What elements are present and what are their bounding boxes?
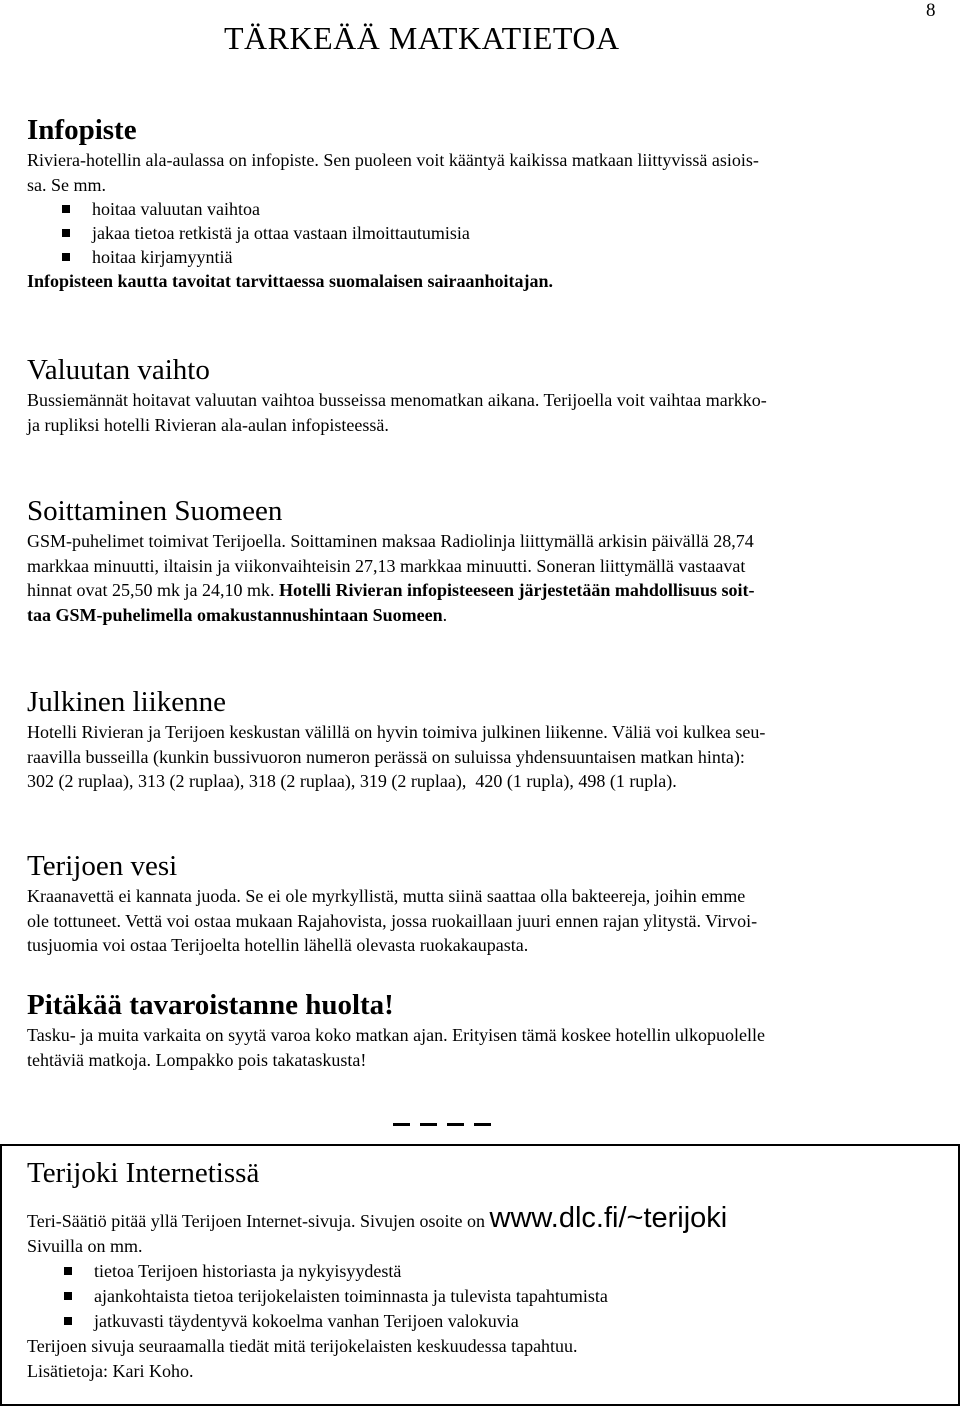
- page-number: 8: [926, 0, 936, 21]
- infopiste-nurse-note: Infopisteen kautta tavoitat tarvittaessa suomalaisen sairaanhoitajan.: [27, 271, 554, 291]
- list-item: [27, 197, 939, 221]
- internet-line-3: Terijoen sivuja seuraamalla tiedät mitä terijokelaisten keskuudessa tapahtuu.: [27, 1336, 578, 1356]
- dash: [393, 1123, 410, 1126]
- julkinen-line-3: 302 (2 ruplaa), 313 (2 ruplaa), 318 (2 ruplaa), 319 (2 ruplaa), 420 (1 rupla), 498 (1 rupla).: [27, 771, 677, 791]
- vesi-line-2: ole tottuneet. Vettä voi ostaa mukaan Rajahovista, jossa ruokaillaan juuri ennen rajan ylitystä. Virvoi-: [27, 910, 758, 931]
- list-item-text: jakaa tietoa retkistä ja ottaa vastaan ilmoittautumisia: [92, 223, 470, 243]
- internet-line-1-text: Teri-Säätiö pitää yllä Terijoen Internet-sivuja. Sivujen osoite on: [27, 1211, 490, 1231]
- infopiste-intro: Riviera-hotellin ala-aulassa on infopiste. Sen puoleen voit kääntyä kaikissa matkaan liittyvissä asiois-: [27, 150, 759, 170]
- dash: [474, 1123, 491, 1126]
- internet-info-content: [27, 1154, 947, 1384]
- section-julkinen-liikenne: [27, 684, 939, 794]
- valuutan-line-2: ja rupliksi hotelli Rivieran ala-aulan infopisteessä.: [27, 414, 389, 435]
- dash: [447, 1123, 464, 1126]
- dash: [420, 1123, 437, 1126]
- internet-line-1: [27, 1202, 947, 1234]
- tavarat-line-1: Tasku- ja muita varkaita on syytä varoa koko matkan ajan. Erityisen tämä koskee hotellin ulkopuolelle: [27, 1025, 766, 1045]
- list-item-text: ajankohtaista tietoa terijokelaisten toiminnasta ja tulevista tapahtumista: [94, 1286, 608, 1306]
- valuutan-line-1: Bussiemännät hoitavat valuutan vaihtoa busseissa menomatkan aikana. Terijoella voit vaihtaa markko-: [27, 390, 767, 410]
- julkinen-line-2: raavilla busseilla (kunkin bussivuoron numeron perässä on suluissa yhdensuuntaisen matkan hinta):: [27, 746, 745, 767]
- section-soittaminen: [27, 493, 939, 627]
- infopiste-bullet-list: [27, 197, 939, 269]
- square-bullet-icon: [64, 1317, 72, 1325]
- list-item: [2, 1309, 947, 1334]
- soittaminen-line-4: [27, 603, 939, 628]
- internet-contact: Lisätietoja: Kari Koho.: [27, 1361, 194, 1381]
- vesi-line-1: Kraanavettä ei kannata juoda. Se ei ole myrkyllistä, mutta siinä saattaa olla bakteereja, joihin emme: [27, 886, 746, 906]
- section-valuutan-vaihto: [27, 352, 939, 437]
- list-item: [27, 245, 939, 269]
- heading-infopiste: Infopiste: [27, 114, 137, 146]
- square-bullet-icon: [64, 1292, 72, 1300]
- internet-info-box: [0, 1144, 960, 1406]
- internet-line-2: Sivuilla on mm.: [27, 1236, 143, 1256]
- heading-soittaminen: Soittaminen Suomeen: [27, 495, 283, 527]
- heading-valuutan-vaihto: Valuutan vaihto: [27, 354, 210, 386]
- list-item-text: hoitaa kirjamyyntiä: [92, 247, 233, 267]
- list-item: [2, 1259, 947, 1284]
- section-tavarat: [27, 987, 939, 1072]
- internet-bullet-list: [2, 1259, 947, 1334]
- section-infopiste: [27, 112, 939, 294]
- list-item-text: hoitaa valuutan vaihtoa: [92, 199, 260, 219]
- square-bullet-icon: [62, 205, 70, 213]
- heading-julkinen-liikenne: Julkinen liikenne: [27, 686, 226, 718]
- list-item: [2, 1284, 947, 1309]
- heading-terijoen-vesi: Terijoen vesi: [27, 850, 178, 882]
- heading-internet: Terijoki Internetissä: [27, 1157, 260, 1189]
- heading-tavarat: Pitäkää tavaroistanne huolta!: [27, 989, 394, 1021]
- infopiste-intro-cont: sa. Se mm.: [27, 174, 106, 195]
- julkinen-line-1: Hotelli Rivieran ja Terijoen keskustan välillä on hyvin toimiva julkinen liikenne. Väliä voi kulkea seu-: [27, 722, 766, 742]
- vesi-line-3: tusjuomia voi ostaa Terijoelta hotellin lähellä olevasta ruokakaupasta.: [27, 935, 529, 955]
- dash-separator: [393, 1109, 497, 1137]
- list-item-text: jatkuvasti täydentyvä kokoelma vanhan Terijoen valokuvia: [94, 1311, 519, 1331]
- website-url-link[interactable]: www.dlc.fi/~terijoki: [489, 1202, 728, 1234]
- tavarat-line-2: tehtäviä matkoja. Lompakko pois takataskusta!: [27, 1049, 367, 1070]
- soittaminen-line-4-end: .: [442, 604, 448, 625]
- list-item: [27, 221, 939, 245]
- soittaminen-line-3-normal: hinnat ovat 25,50 mk ja 24,10 mk.: [27, 580, 279, 600]
- soittaminen-line-4-bold: taa GSM-puhelimella omakustannushintaan Suomeen: [27, 604, 443, 625]
- section-terijoen-vesi: [27, 848, 939, 958]
- square-bullet-icon: [64, 1267, 72, 1275]
- page-title: TÄRKEÄÄ MATKATIETOA: [224, 20, 620, 56]
- soittaminen-line-1: GSM-puhelimet toimivat Terijoella. Soittaminen maksaa Radiolinja liittymällä arkisin päivällä 28,74: [27, 531, 754, 551]
- list-item-text: tietoa Terijoen historiasta ja nykyisyydestä: [94, 1261, 402, 1281]
- square-bullet-icon: [62, 253, 70, 261]
- soittaminen-line-3: [27, 578, 939, 603]
- square-bullet-icon: [62, 229, 70, 237]
- soittaminen-line-3-bold: Hotelli Rivieran infopisteeseen järjestetään mahdollisuus soit-: [278, 580, 755, 600]
- soittaminen-line-2: markkaa minuutti, iltaisin ja viikonvaihteisin 27,13 markkaa minuutti. Soneran liittymällä vastaavat: [27, 555, 746, 576]
